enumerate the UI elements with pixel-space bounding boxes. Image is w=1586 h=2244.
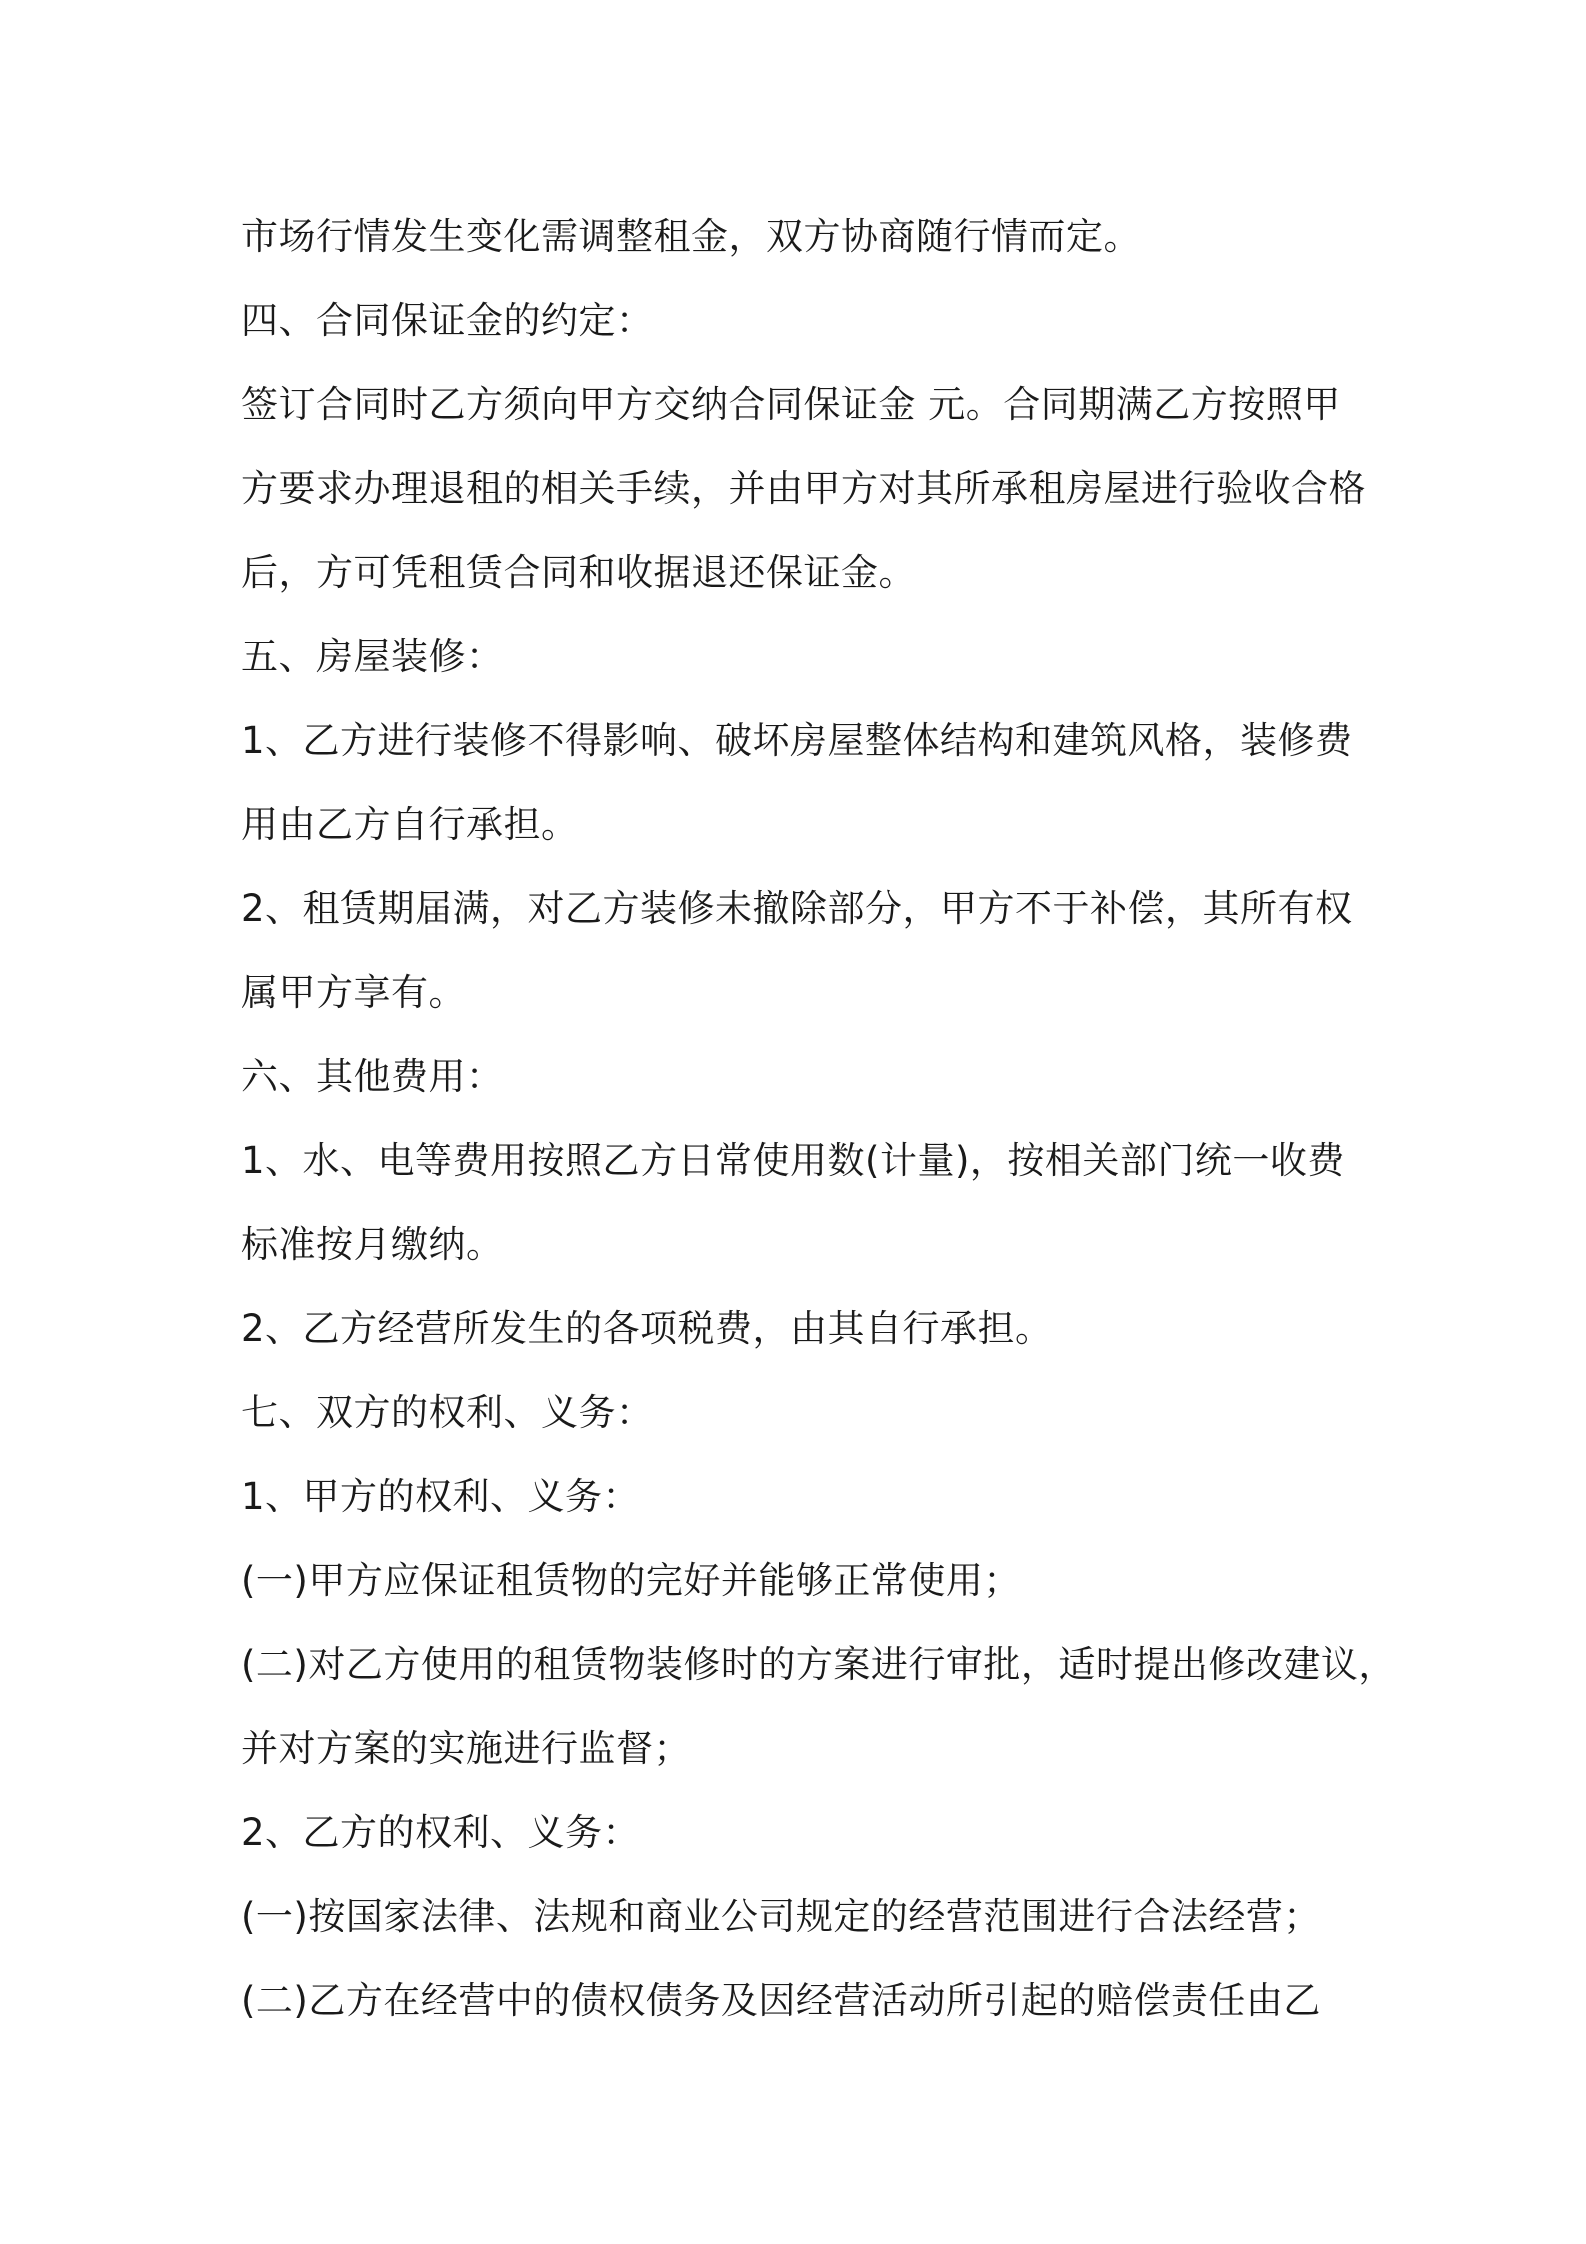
subsection-heading: 2、乙方的权利、义务： <box>241 1811 641 1854</box>
section-heading: 六、其他费用： <box>241 1055 504 1098</box>
text-line: 方要求办理退租的相关手续，并由甲方对其所承租房屋进行验收合格 <box>241 467 1366 510</box>
text-line: (一)甲方应保证租赁物的完好并能够正常使用； <box>241 1559 1021 1602</box>
text-line: 市场行情发生变化需调整租金，双方协商随行情而定。 <box>241 215 1141 258</box>
text-line: (二)对乙方使用的租赁物装修时的方案进行审批，适时提出修改建议， <box>241 1643 1396 1686</box>
text-line: (二)乙方在经营中的债权债务及因经营活动所引起的赔偿责任由乙 <box>241 1979 1321 2022</box>
text-line: 标准按月缴纳。 <box>241 1223 504 1266</box>
text-line: 1、乙方进行装修不得影响、破坏房屋整体结构和建筑风格，装修费 <box>241 719 1353 762</box>
section-heading: 五、房屋装修： <box>241 635 504 678</box>
section-heading: 七、双方的权利、义务： <box>241 1391 654 1434</box>
subsection-heading: 1、甲方的权利、义务： <box>241 1475 641 1518</box>
document-body <box>241 195 1401 2043</box>
text-line: 2、租赁期届满，对乙方装修未撤除部分，甲方不于补偿，其所有权 <box>241 887 1353 930</box>
section-heading: 四、合同保证金的约定： <box>241 299 654 342</box>
text-line: 2、乙方经营所发生的各项税费，由其自行承担。 <box>241 1307 1053 1350</box>
text-line: 用由乙方自行承担。 <box>241 803 579 846</box>
text-line: 1、水、电等费用按照乙方日常使用数(计量)，按相关部门统一收费 <box>241 1139 1345 1182</box>
text-line: 签订合同时乙方须向甲方交纳合同保证金 元。合同期满乙方按照甲 <box>241 383 1341 426</box>
text-line: 属甲方享有。 <box>241 971 466 1014</box>
text-line: 后，方可凭租赁合同和收据退还保证金。 <box>241 551 916 594</box>
text-line: 并对方案的实施进行监督； <box>241 1727 691 1770</box>
text-line: (一)按国家法律、法规和商业公司规定的经营范围进行合法经营； <box>241 1895 1321 1938</box>
